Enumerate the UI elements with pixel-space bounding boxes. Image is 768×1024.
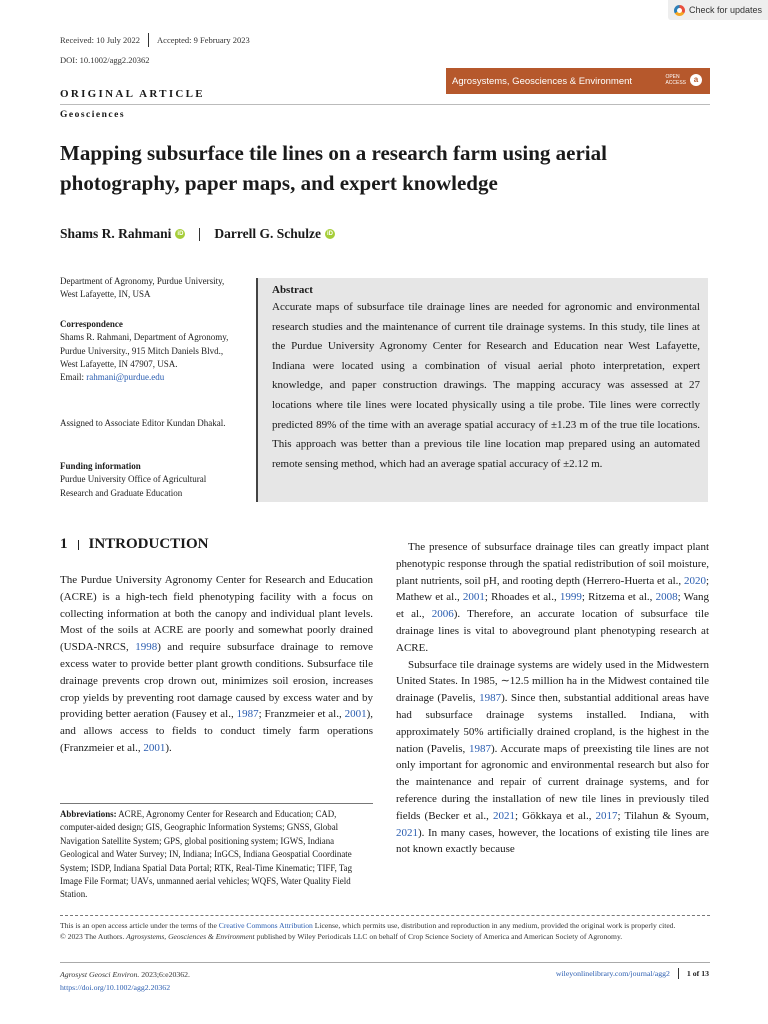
citation-link[interactable]: 1998 (135, 641, 158, 654)
funding-text: Purdue University Office of Agricultural Research and Graduate Education (60, 474, 207, 498)
body-text: The presence of subsurface drainage tiles can greatly impact plant phenotypic response through the spatial redistribution of soil moisture, plant nutrients, soil pH, and rooting depth (Herrero-Huerta et al., (396, 541, 709, 587)
article-type: ORIGINAL ARTICLE (60, 88, 205, 100)
citation-link[interactable]: 2017 (595, 809, 618, 822)
funding-block (60, 460, 240, 500)
body-text: ; Wang et al., (396, 591, 709, 621)
divider (199, 228, 200, 241)
subject-category: Geosciences (60, 110, 126, 120)
journal-site-link[interactable]: wileyonlinelibrary.com/journal/agg2 (555, 969, 670, 978)
paragraph (396, 657, 709, 859)
open-access-icon: a (690, 74, 702, 86)
citation-link[interactable]: 1987 (236, 708, 259, 721)
divider (678, 968, 679, 979)
received-date: Received: 10 July 2022 (60, 35, 141, 45)
email-label: Email: (60, 372, 87, 383)
copyright-text: published by Wiley Periodicals LLC on behalf of Crop Science Society of America and American Society of Agronomy. (254, 932, 623, 942)
citation-journal: Agrosyst Geosci Environ. (60, 970, 140, 979)
orcid-icon[interactable]: iD (327, 231, 334, 237)
citation-link[interactable]: 2008 (655, 591, 678, 604)
citation-details: 2023;6:e20362. (139, 970, 191, 979)
crossmark-icon (674, 5, 685, 16)
abbreviations (60, 808, 373, 902)
page-number: 1 of 13 (686, 969, 709, 978)
author-list (60, 226, 335, 242)
paragraph (60, 572, 373, 757)
section-number: 1 (60, 536, 68, 552)
check-for-updates-button[interactable] (668, 0, 768, 20)
body-text: ; Franzmeier et al., (258, 708, 345, 721)
copyright-text: © 2023 The Authors. (60, 932, 127, 942)
section-title: INTRODUCTION (88, 536, 209, 552)
body-text: Subsurface tile drainage systems are widely used in the Midwestern United States. In 1985, ∼12.5 million ha in the Midwest contained tile drainage (Pavelis, (396, 658, 709, 705)
doi: DOI: 10.1002/agg2.20362 (60, 55, 150, 65)
journal-banner[interactable] (446, 68, 710, 94)
license-text: License, which permits use, distribution and reproduction in any medium, provided the original work is properly cited. (312, 921, 676, 930)
citation-link[interactable]: 2020 (683, 574, 706, 587)
citation-link[interactable]: 2021 (396, 826, 418, 839)
dates-row (60, 33, 250, 47)
body-text: ). Therefore, an accurate location of subsurface tile drainage lines is vital to aboveground plant phenotyping research at ACRE. (396, 608, 709, 654)
license-notice (60, 920, 710, 943)
body-text: ; Tilahun & Syoum, (617, 809, 709, 822)
body-text: ; Rhoades et al., (484, 591, 560, 604)
citation-link[interactable]: 1987 (479, 692, 502, 705)
doi-link[interactable]: https://doi.org/10.1002/agg2.20362 (60, 983, 171, 992)
correspondence-block (60, 318, 240, 384)
orcid-icon[interactable]: iD (177, 231, 184, 237)
abstract-heading: Abstract (272, 284, 313, 296)
paragraph (396, 539, 709, 657)
page-info (556, 968, 709, 979)
citation-link[interactable]: 1999 (559, 591, 582, 604)
abbreviations-label: Abbreviations: (60, 809, 117, 819)
affiliation: Department of Agronomy, Purdue University, West Lafayette, IN, USA (60, 276, 225, 300)
divider (60, 104, 710, 105)
body-text: ; Gökkaya et al., (515, 809, 596, 822)
check-for-updates-label: Check for updates (689, 5, 763, 15)
citation-link[interactable]: 2001 (344, 708, 367, 721)
correspondence-label: Correspondence (60, 319, 123, 329)
divider (60, 803, 373, 804)
correspondence-text: Shams R. Rahmani, Department of Agronomy, Purdue University., 915 Mitch Daniels Blvd., West Lafayette, IN 47907, USA. (60, 332, 229, 369)
divider (60, 915, 710, 916)
divider (78, 540, 79, 550)
citation (60, 968, 190, 994)
assigned-editor: Assigned to Associate Editor Kundan Dhakal. (60, 418, 226, 428)
journal-name: Agrosystems, Geosciences & Environment (452, 75, 633, 87)
email-link[interactable]: rahmani@purdue.edu (86, 372, 165, 383)
citation-link[interactable]: 2001 (143, 741, 166, 754)
body-text: ; Ritzema et al., (581, 591, 656, 604)
body-text: ). In many cases, however, the locations of existing tile lines are not known exactly because (396, 826, 709, 856)
citation-link[interactable]: 2021 (493, 809, 516, 822)
author-name[interactable]: Shams R. Rahmani (60, 226, 172, 241)
citation-link[interactable]: 2006 (431, 608, 454, 621)
license-text: This is an open access article under the terms of the (60, 921, 219, 930)
body-text: ) and require subsurface drainage to remove excess water to provide better plant growth conditions. Subsurface tile drainage prevents crop drown out, minimizes soil erosion, increases crop yields by preventing root damage caused by excess water and by providing better aeration (Fausey et al., (60, 641, 373, 721)
citation-link[interactable]: 2001 (462, 591, 485, 604)
body-text: ). (165, 741, 172, 754)
cc-license-link[interactable]: Creative Commons Attribution (218, 921, 313, 930)
funding-label: Funding information (60, 461, 141, 471)
body-text: ; Mathew et al., (396, 574, 709, 604)
section-heading (60, 536, 209, 553)
body-text: ). Since then, substantial additional areas have had subsurface drainage systems installed. Indiana, with approximately 50% artificially drained cropland, is the highest in the nation (Pavelis, (396, 692, 709, 755)
abbreviations-text: ACRE, Agronomy Center for Research and Education; CAD, computer-aided design; GIS, Geographic Information Systems; GNSS, Global Navigation Satellite System; GPS, global positioning system; IGWS, Indiana Geological and Water Survey; IN, Indiana; InGCS, Indiana Geospatial Coordinate System; ISDP, Indiana Spatial Data Portal; RTK, Real-Time Kinematic; TIFF, Tag Image File Format; UAVs, unmanned aerial vehicles; WQFS, Water Quality Field Station. (60, 809, 353, 900)
body-text: ). Accurate maps of preexisting tile lines are not only important for agronomic and environmental research but also for the maintenance and repair of current drainage systems, and for reference during the installation of new tile lines in previously tiled fields (Becker et al., (396, 742, 709, 822)
accepted-date: Accepted: 9 February 2023 (157, 35, 250, 45)
body-text: ), and allows access to fields to conduct timely farm operations (Franzmeier et al., (60, 708, 373, 754)
divider (60, 962, 710, 963)
article-title: Mapping subsurface tile lines on a research farm using aerial photography, paper maps, and expert knowledge (60, 141, 607, 195)
abstract-box (256, 278, 708, 502)
body-text: The Purdue University Agronomy Center for Research and Education (ACRE) is a high-tech field phenotyping facility with a focus on collecting information at both the canopy and individual plant levels. Most of the soils at ACRE are poorly and somewhat poorly drained (USDA-NRCS, (60, 574, 373, 654)
author-name[interactable]: Darrell G. Schulze (214, 226, 322, 241)
citation-link[interactable]: 1987 (468, 742, 491, 755)
divider (148, 33, 149, 47)
right-column (396, 539, 709, 858)
journal-name-italic: Agrosystems, Geosciences & Environment (126, 932, 255, 942)
open-access-badge: OPEN ACCESS a (665, 74, 702, 86)
abstract-text: Accurate maps of subsurface tile drainage lines are needed for agronomic and environmental research studies and the maintenance of current tile drainage systems. In this study, tile lines at the Purdue University Agronomy Center for Research and Education near West Lafayette, Indiana were located using a combination of visual aerial photo interpretation, expert knowledge, and paper construction drawings. The mapping accuracy was assessed at 27 locations where tile lines were located physically using a tile probe. Tile lines were correctly predicted 89% of the time with an average spatial accuracy of ±1.23 m of the true tile locations. This approach was better than a previous tile line location map prepared using an automated remote sensing method, which had an average spatial accuracy of ±2.12 m. (272, 301, 700, 470)
